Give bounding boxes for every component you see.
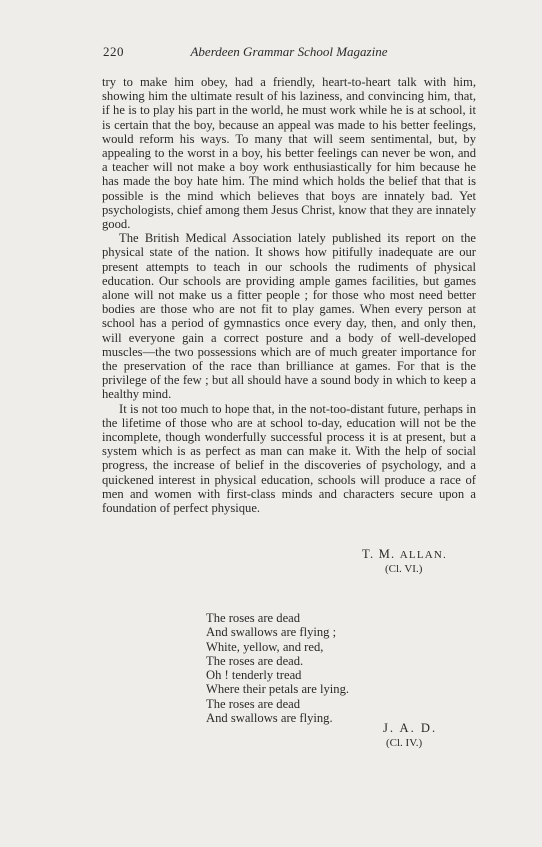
article-paragraph: The British Medical Association lately published its report on the physical state of the nation. It shows how pitifully inadequate are our present attempts to teach in our schools the rudiments of physical education. Our schools are providing ample games facilities, but games alone will not make us a fitter people ; for those who most need better bodies are those who are not fit to play games. When every person at school has a period of gymnastics once every day, then, and only then, will everyone gain a correct posture and a body of well-developed muscles—the two possessions which are of much greater importance for the preservation of the race than brilliance at games. For that is the privilege of the few ; but all should have a sound body in which to keep a healthy mind.	[102, 231, 476, 402]
poem-line: Oh ! tenderly tread	[206, 668, 302, 683]
article-signature	[362, 547, 447, 562]
poem-line: And swallows are flying.	[206, 711, 333, 726]
page-number: 220	[103, 44, 124, 59]
poem-author-class: (Cl. IV.)	[386, 737, 423, 749]
page-header	[103, 44, 475, 64]
poem-line: And swallows are flying ;	[206, 625, 337, 640]
poem-line: The roses are dead	[206, 696, 301, 711]
poem-line: The roses are dead	[206, 611, 301, 625]
article-author-class: (Cl. VI.)	[385, 563, 423, 575]
article-paragraph: It is not too much to hope that, in the not-too-distant future, perhaps in the lifetime of those who are at school to-day, education will not be the incomplete, though wonderfully successful process it is at present, but a system which is as perfect as man can make it. With the help of social progress, the increase of belief in the discoveries of psychology, and a quickened interest in physical education, schools will produce a race of men and women with first-class minds and characters secure upon a foundation of perfect physique.	[102, 401, 476, 516]
poem-line: The roses are dead.	[206, 653, 304, 668]
poem	[206, 611, 349, 725]
article-body	[102, 75, 476, 515]
author-initials: T. M.	[362, 547, 400, 561]
article-paragraph: try to make him obey, had a friendly, heart-to-heart talk with him, showing him the ultimate result of his laziness, and convincing him, that, if he is to play his part in the world, he must work while he is at school, it is certain that the boy, because an appeal was made to his better feelings, would reform his ways. To many that will seem sentimental, but, by appealing to the worst in a boy, his better feelings can never be won, and a teacher will not make a boy work enthusiastically for him because he has made the boy hate him. The mind which holds the belief that that is possible is the mind which believes that boys are innately bad. Yet psychologists, chief among them Jesus Christ, know that they are innately good.	[102, 75, 476, 232]
author-surname: ALLAN.	[399, 549, 447, 561]
poem-signature: J. A. D.	[383, 721, 438, 735]
poem-line: Where their petals are lying.	[206, 682, 350, 697]
running-title: Aberdeen Grammar School Magazine	[190, 44, 388, 59]
poem-line: White, yellow, and red,	[206, 639, 324, 654]
